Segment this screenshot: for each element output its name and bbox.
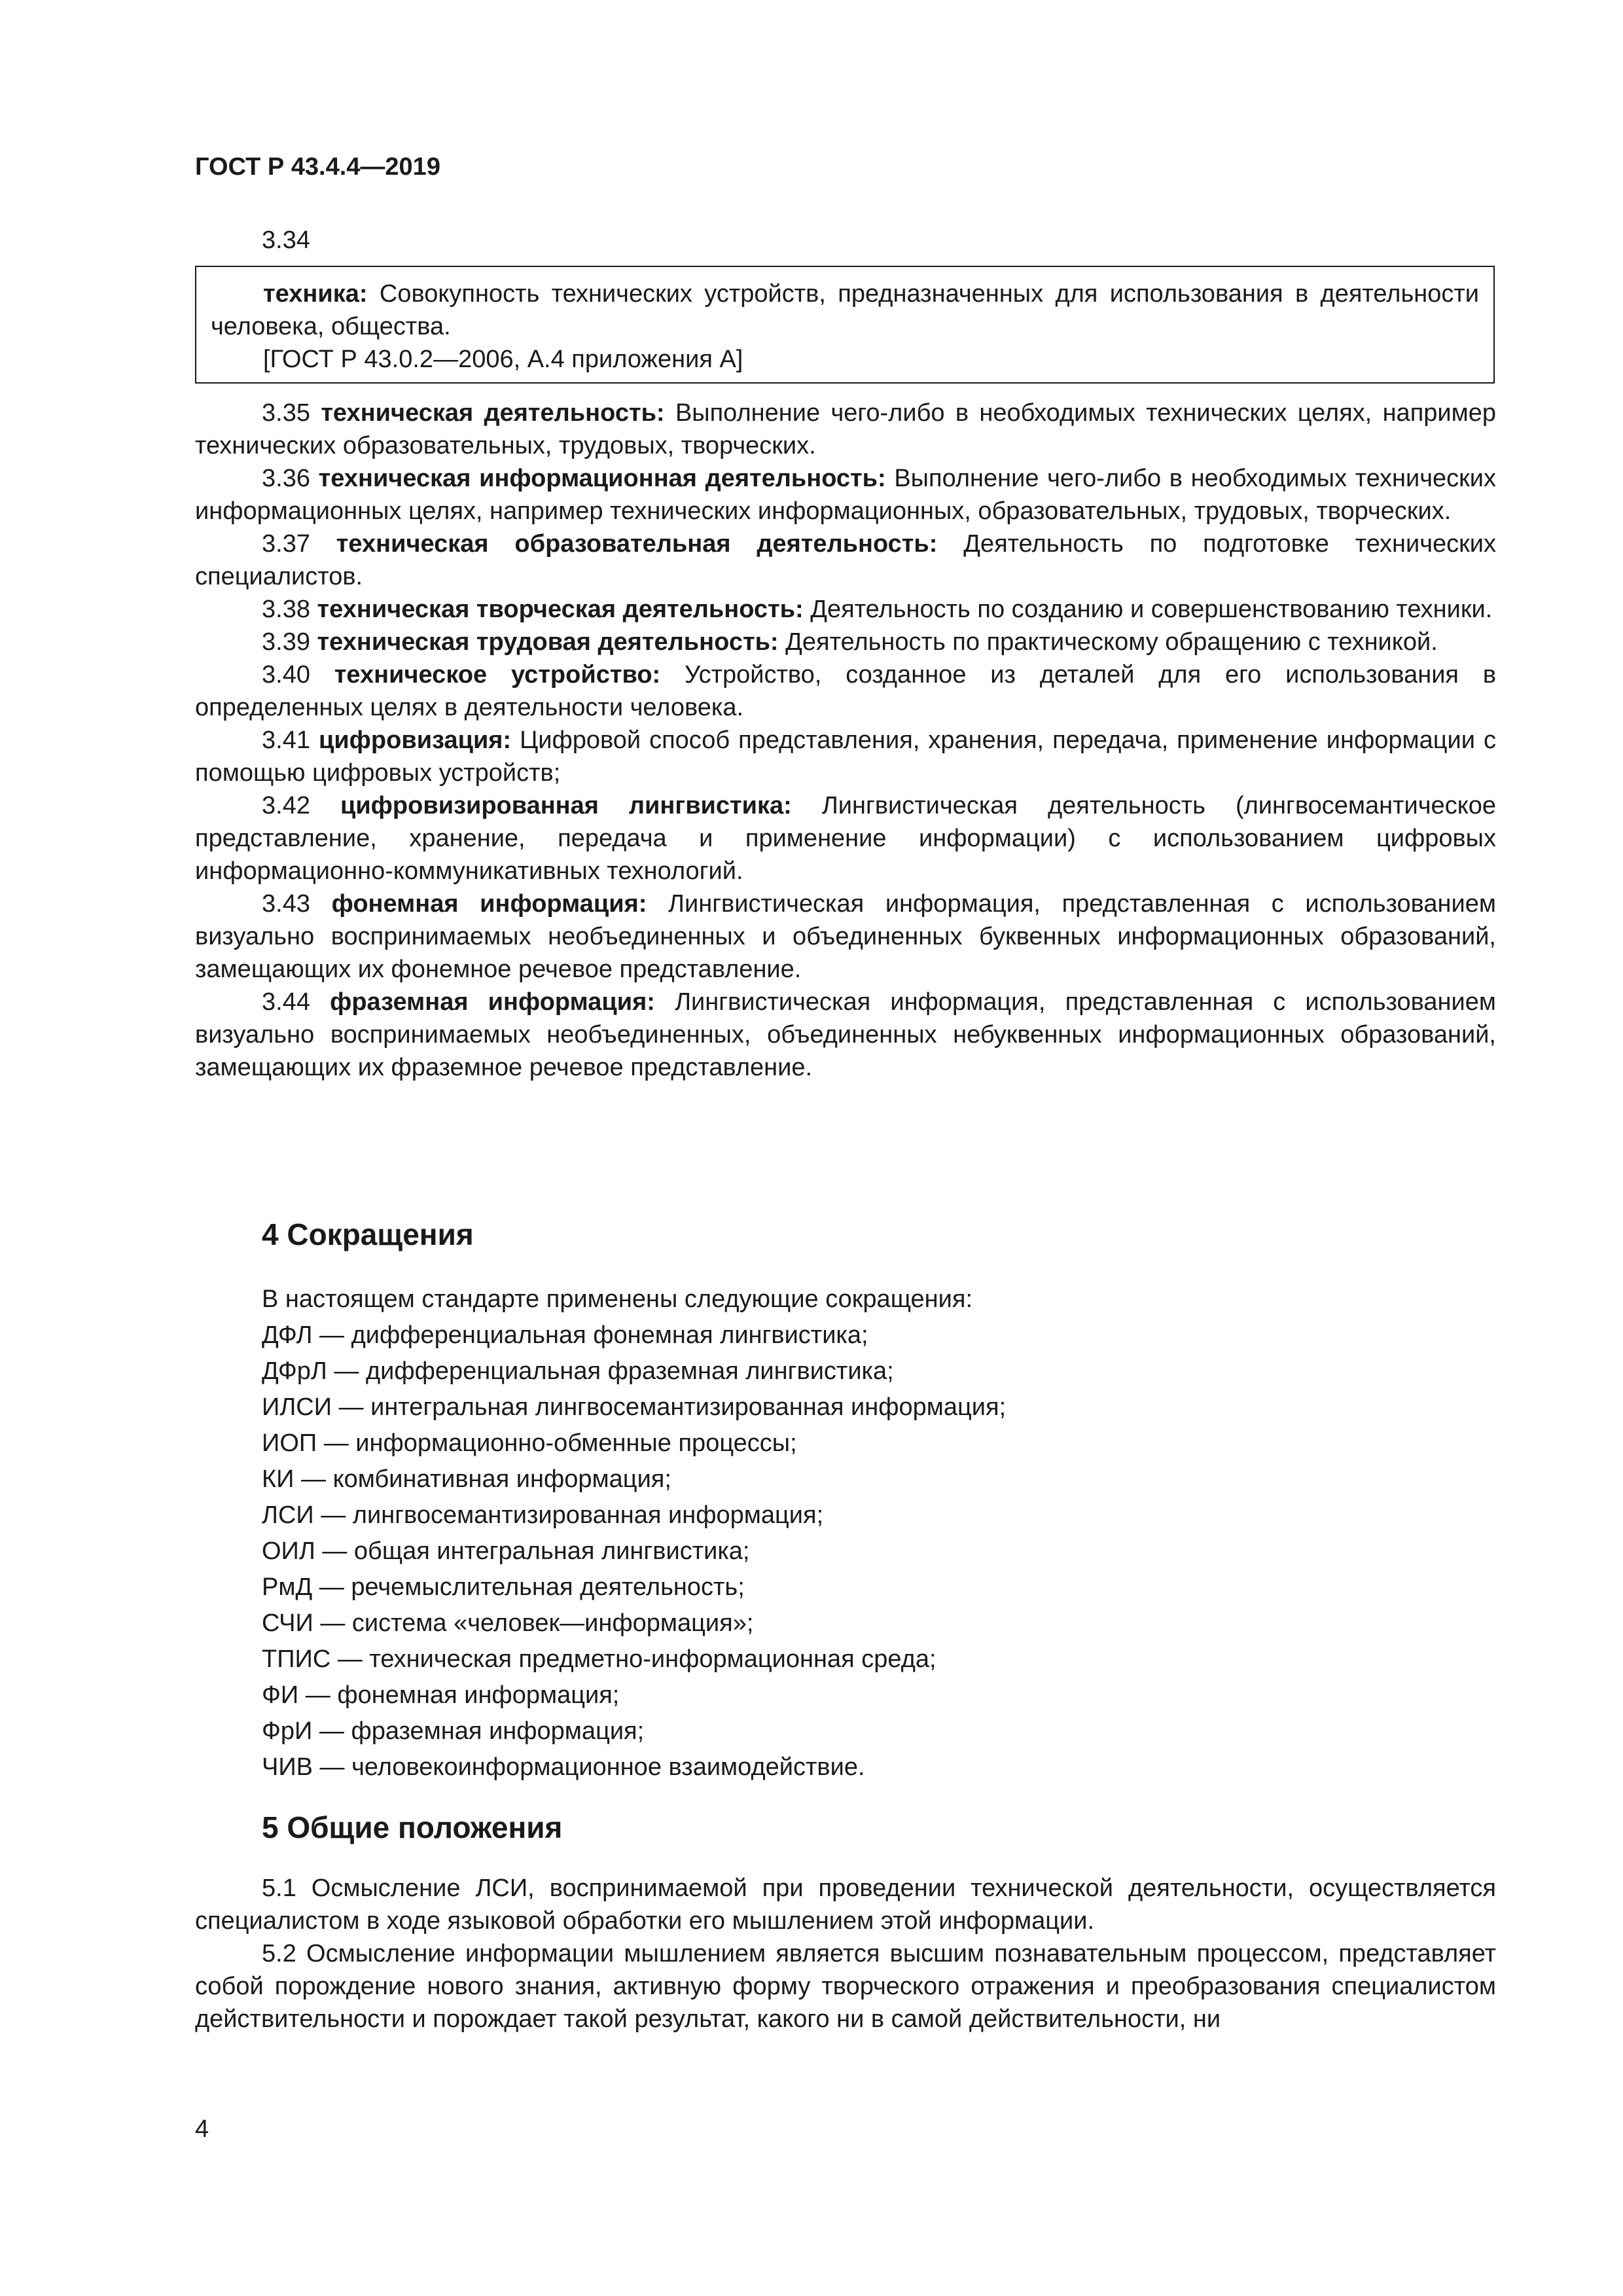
abbreviation-item: ФрИ — фраземная информация; [262,1717,645,1745]
abbreviation-item: ЛСИ — лингвосемантизированная информация; [262,1501,824,1529]
abbreviation-item: ФИ — фонемная информация; [262,1681,620,1709]
term-name: техническая образовательная деятельность: [336,530,938,558]
section-4-title: 4 Сокращения [262,1217,474,1251]
terms-list [195,397,1496,1084]
term-text: Цифровой способ представления, хранения, передача, применение информации с помощью цифровых устройств; [195,726,1496,787]
term-name: техническая деятельность: [321,399,665,427]
term-text: Устройство, созданное из деталей для его использования в определенных целях в деятельности человека. [195,661,1497,721]
term-name: цифровизированная лингвистика: [340,792,792,819]
abbreviations-intro: В настоящем стандарте применены следующие сокращения: [262,1285,973,1313]
abbreviation-item: ОИЛ — общая интегральная лингвистика; [262,1537,750,1565]
term-entry: 3.38 техническая творческая деятельность: Деятельность по созданию и совершенствованию техники. [262,596,1493,623]
term-entry: 3.44 фраземная информация: Лингвистическая информация, представленная с использованием визуально воспринимаемых необъединенных, объединенных небуквенных информационных образований, замещающих их фраземное речевое представление. [195,988,1496,1081]
term-entry: 3.43 фонемная информация: Лингвистическая информация, представленная с использованием визуально воспринимаемых необъединенных и объединенных буквенных информационных образований, замещающих их фонемное речевое представление. [195,890,1496,983]
term-entry: 3.42 цифровизированная лингвистика: Лингвистическая деятельность (лингвосемантическое представление, хранение, передача и применение информации) с использованием цифровых информационно-коммуникативных технологий. [195,792,1497,885]
definition-term: техника: [263,280,368,308]
term-name: техническая творческая деятельность: [317,596,804,623]
term-text: Выполнение чего-либо в необходимых технических информационных целях, например технических информационных, образовательных, трудовых, творческих. [195,465,1496,525]
paragraph-5-1: 5.1 Осмысление ЛСИ, воспринимаемой при проведении технической деятельности, осуществляется специалистом в ходе языковой обработки его мышлением этой информации. [195,1874,1496,1935]
document-header: ГОСТ Р 43.4.4—2019 [195,153,440,181]
abbreviations-list [262,1282,1496,1785]
term-entry: 3.35 техническая деятельность: Выполнение чего-либо в необходимых технических целях, например технических образовательных, трудовых, творческих. [195,399,1497,459]
term-name: техническая трудовая деятельность: [317,628,779,656]
term-name: цифровизация: [318,726,512,754]
term-entry: 3.41 цифровизация: Цифровой способ представления, хранения, передача, применение информации с помощью цифровых устройств; [195,726,1496,787]
page-number: 4 [195,2115,209,2143]
abbreviation-item: ТПИС — техническая предметно-информационная среда; [262,1645,936,1673]
term-text: Деятельность по практическому обращению с техникой. [785,628,1438,656]
definition-text [211,278,1479,343]
abbreviation-item: ЧИВ — человекоинформационное взаимодействие. [262,1753,865,1781]
definition-number: 3.34 [262,226,310,254]
section-5-body [195,1872,1496,2036]
abbreviation-item: ИЛСИ — интегральная лингвосемантизированная информация; [262,1393,1007,1421]
definition-body: Совокупность технических устройств, предназначенных для использования в деятельности человека, общества. [211,280,1479,340]
term-text: Деятельность по подготовке технических специалистов. [195,530,1497,590]
abbreviation-item: ИОП — информационно-обменные процессы; [262,1429,797,1457]
abbreviation-item: СЧИ — система «человек—информация»; [262,1609,754,1637]
definition-source: [ГОСТ Р 43.0.2—2006, А.4 приложения А] [263,346,743,373]
section-5-title: 5 Общие положения [262,1810,563,1844]
abbreviation-item: РмД — речемыслительная деятельность; [262,1573,745,1601]
term-entry: 3.40 техническое устройство: Устройство, созданное из деталей для его использования в определенных целях в деятельности человека. [195,661,1497,721]
abbreviation-item: ДФрЛ — дифференциальная фраземная лингвистика; [262,1357,894,1385]
term-text: Деятельность по созданию и совершенствованию техники. [810,596,1493,623]
abbreviation-item: ДФЛ — дифференциальная фонемная лингвистика; [262,1321,868,1349]
term-entry: 3.37 техническая образовательная деятельность: Деятельность по подготовке технических специалистов. [195,530,1497,590]
term-name: техническая информационная деятельность: [318,465,886,492]
term-name: фонемная информация: [331,890,647,918]
term-name: техническое устройство: [334,661,661,689]
term-entry: 3.39 техническая трудовая деятельность: Деятельность по практическому обращению с техникой. [262,628,1438,656]
term-text: Лингвистическая деятельность (лингвосемантическое представление, хранение, передача и применение информации) с использованием цифровых информационно-коммуникативных технологий. [195,792,1497,885]
term-text: Выполнение чего-либо в необходимых технических целях, например технических образовательных, трудовых, творческих. [195,399,1497,459]
boxed-definition [195,266,1495,384]
term-name: фраземная информация: [330,988,655,1016]
term-text: Лингвистическая информация, представленная с использованием визуально воспринимаемых необъединенных и объединенных буквенных информационных образований, замещающих их фонемное речевое представление. [195,890,1496,983]
term-entry: 3.36 техническая информационная деятельность: Выполнение чего-либо в необходимых технических информационных целях, например технических информационных, образовательных, трудовых, творческих. [195,465,1496,525]
paragraph-5-2: 5.2 Осмысление информации мышлением является высшим познавательным процессом, представляет собой порождение нового знания, активную форму творческого отражения и преобразования специалистом действительности и порождает такой результат, какого ни в самой действительности, ни [195,1940,1496,2033]
abbreviation-item: КИ — комбинативная информация; [262,1465,671,1493]
term-text: Лингвистическая информация, представленная с использованием визуально воспринимаемых необъединенных, объединенных небуквенных информационных образований, замещающих их фраземное речевое представление. [195,988,1496,1081]
